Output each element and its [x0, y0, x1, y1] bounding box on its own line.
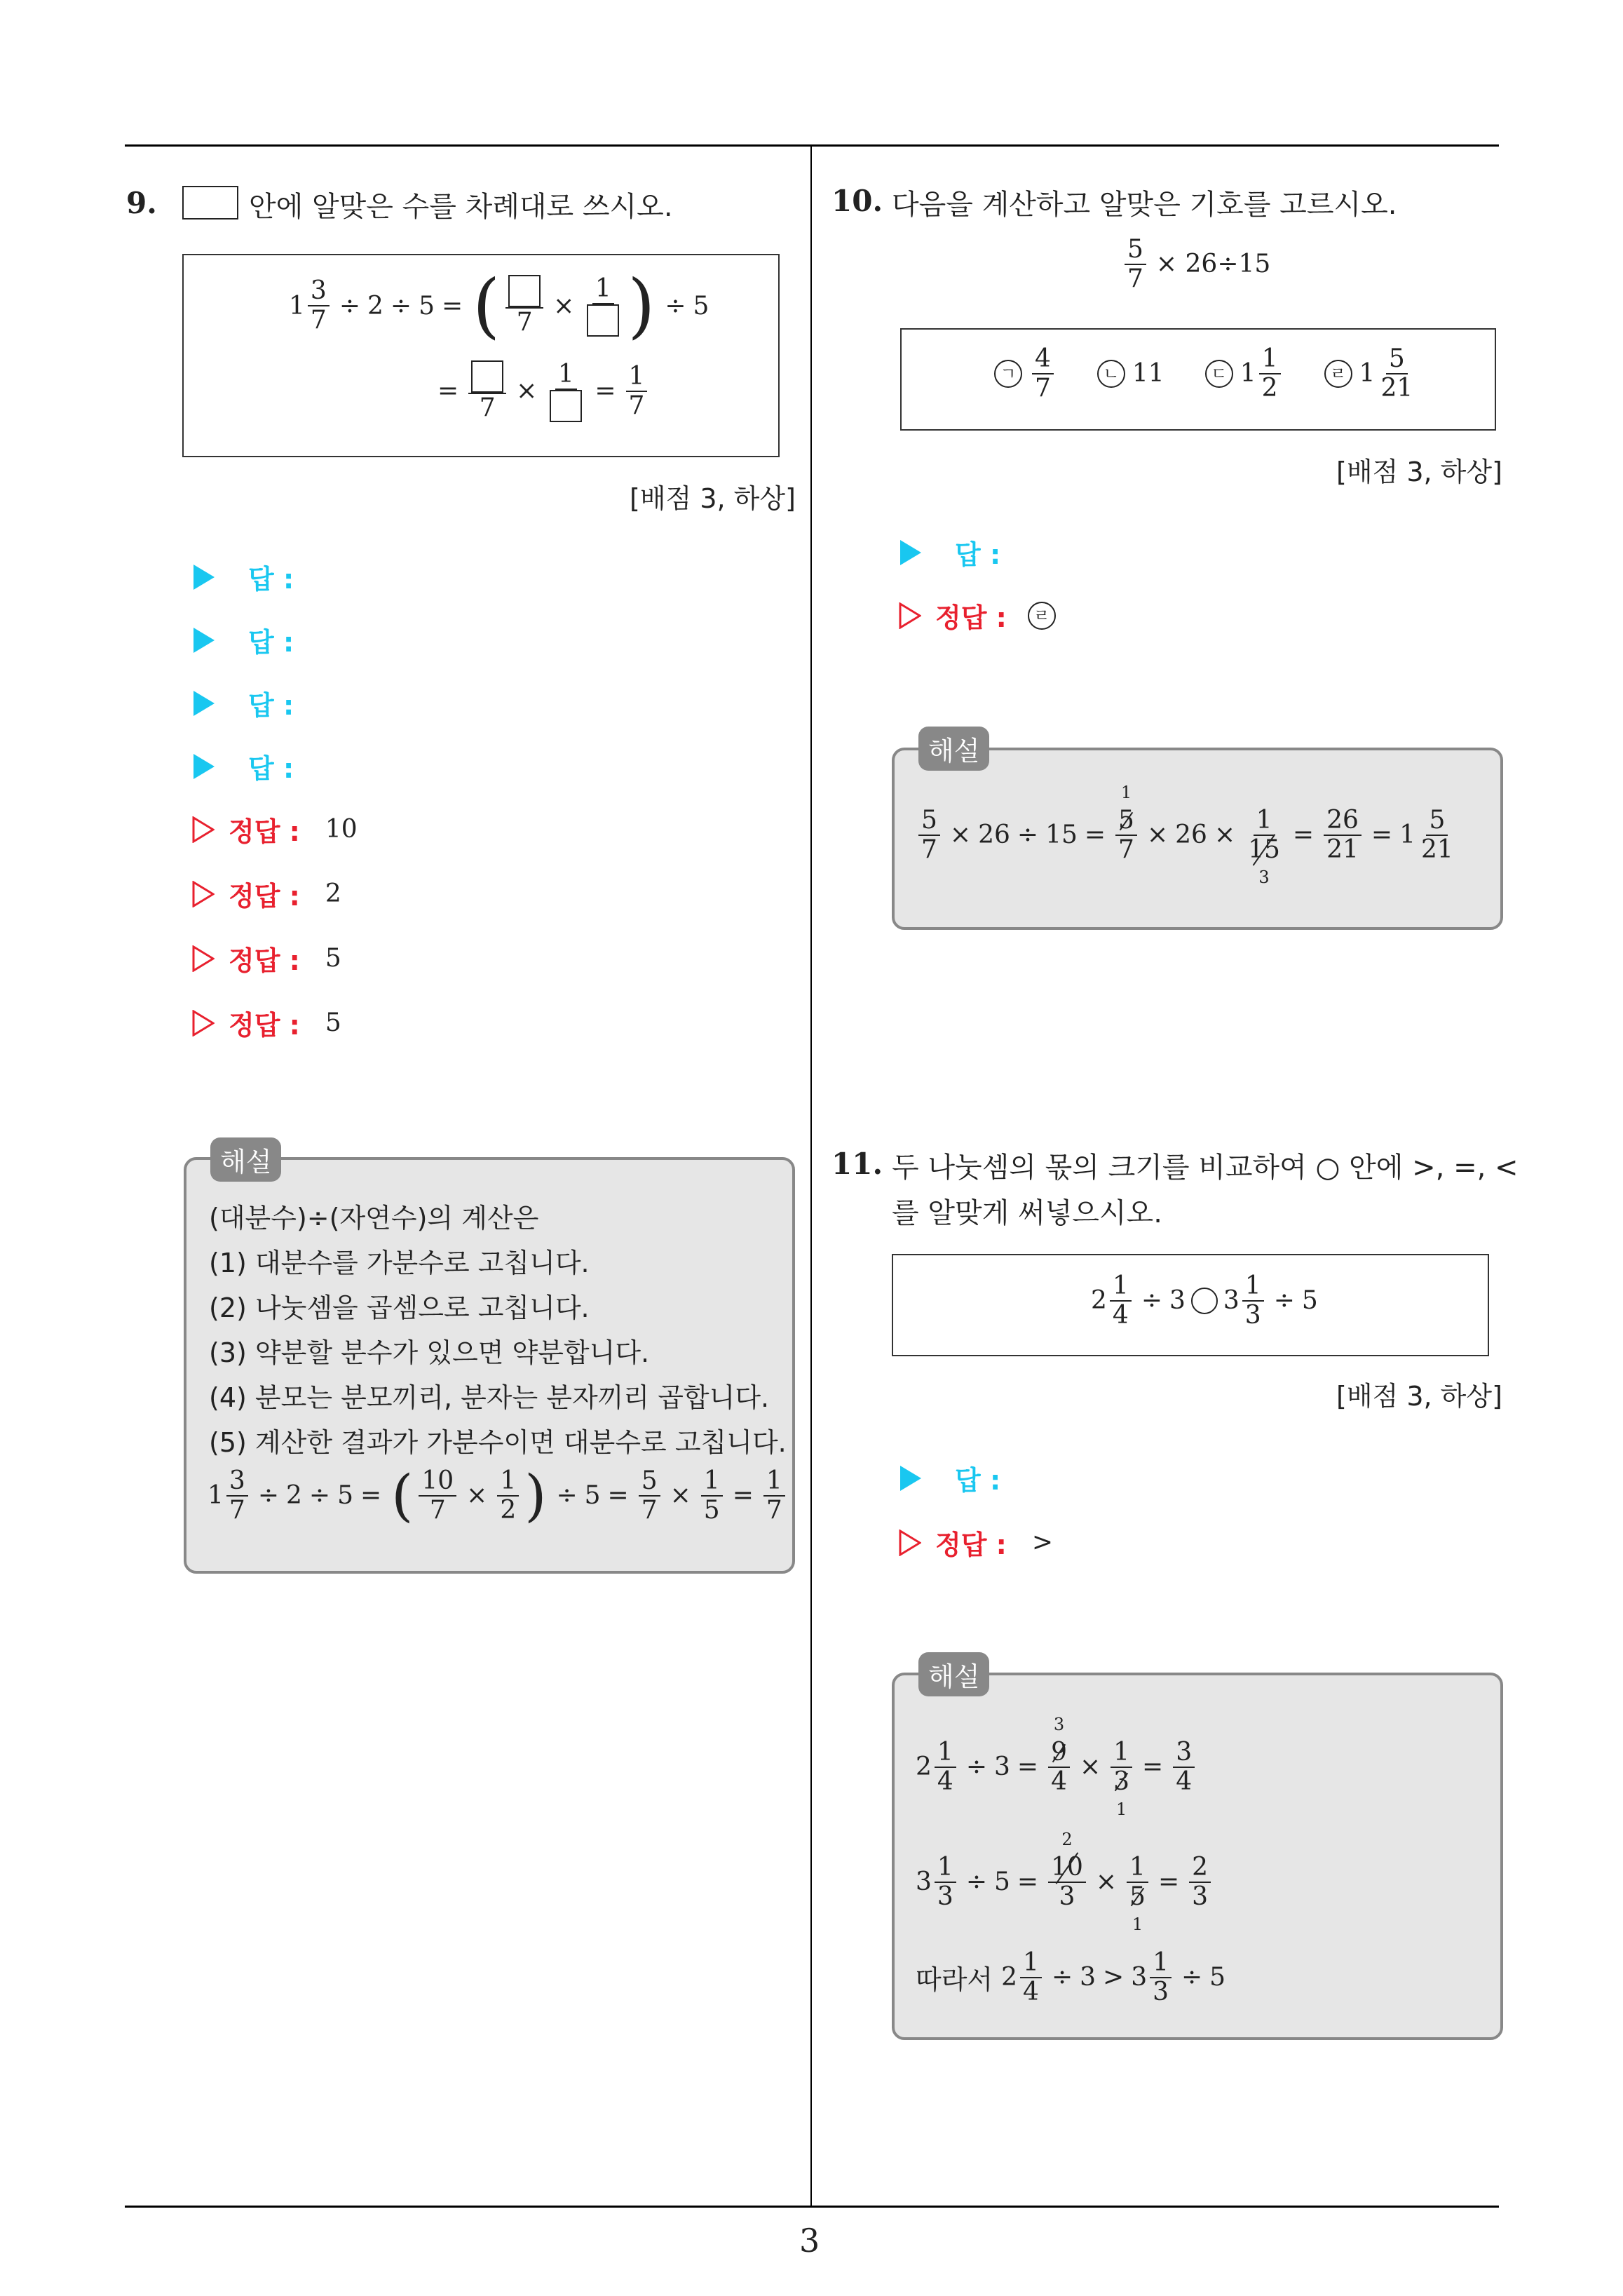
play-outline-icon [192, 816, 215, 843]
solution-line: (대분수)÷(자연수)의 계산은 [209, 1203, 539, 1234]
q11-score: [배점 3, 하상] [1336, 1381, 1502, 1412]
q10-answer-row[interactable]: 답 : [900, 533, 1000, 572]
q9-number: 9. [126, 186, 157, 220]
q10-solution-equation: $\frac{5}{7}$ × 26 ÷ 15 = 1 5 7 × 26 × 1 15 3 = $\frac{26}{21}$ = 1 $\frac{5}{21}$ [916, 806, 1459, 863]
q10-solution-box [892, 748, 1503, 930]
q9-question-text: 안에 알맞은 수를 차례대로 쓰시오. [249, 191, 673, 223]
play-icon [193, 754, 215, 779]
play-outline-icon [899, 1529, 921, 1556]
q11-correct-row: 정답 : > [899, 1523, 1053, 1562]
q10-expression: $\frac{5}{7}$ × 26÷15 [1122, 236, 1270, 292]
play-icon [193, 691, 215, 716]
q11-question-text-line1: 두 나눗셈의 몫의 크기를 비교하여 ○ 안에 >, =, < [892, 1152, 1519, 1184]
q9-answer-row-4[interactable]: 답 : [193, 747, 294, 785]
q10-options-box [900, 328, 1496, 431]
q9-answer-row-1[interactable]: 답 : [193, 558, 294, 596]
q11-solution-tab: 해설 [918, 1652, 989, 1696]
q10-options [994, 345, 1459, 402]
q9-solution-tab: 해설 [210, 1137, 281, 1182]
q9-correct-row-1: 정답 : 10 [192, 810, 358, 849]
q10-option-1[interactable]: ㄱ $\frac{4}{7}$ [994, 345, 1057, 402]
q9-equation-line1: 1 $\frac{3}{7}$ ÷ 2 ÷ 5 = ( 7 × 1 ) ÷ 5 [289, 264, 709, 346]
q10-option-4[interactable]: ㄹ 1 $\frac{5}{21}$ [1324, 345, 1419, 402]
q10-option-2[interactable]: ㄴ 11 [1097, 359, 1164, 388]
q9-correct-row-3: 정답 : 5 [192, 939, 341, 978]
page-number: 3 [799, 2222, 820, 2260]
play-outline-icon [192, 945, 215, 972]
q10-score: [배점 3, 하상] [1336, 457, 1502, 487]
q9-correct-row-4: 정답 : 5 [192, 1004, 341, 1042]
q11-expression-box [892, 1254, 1489, 1356]
q11-number: 11. [831, 1147, 883, 1181]
solution-line: (4) 분모는 분모끼리, 분자는 분자끼리 곱합니다. [209, 1382, 770, 1413]
q10-correct-row: 정답 : ㄹ [899, 596, 1063, 635]
play-icon [900, 1466, 921, 1491]
q9-equation-line2: = 7 × 1 = $\frac{1}{7}$ [430, 360, 650, 422]
q10-number: 10. [831, 184, 883, 218]
q9-answer-row-2[interactable]: 답 : [193, 621, 294, 659]
q9-solution-box [184, 1157, 795, 1574]
play-outline-icon [899, 602, 921, 629]
solution-line: (3) 약분할 분수가 있으면 약분합니다. [209, 1337, 650, 1368]
q9-correct-row-2: 정답 : 2 [192, 874, 341, 913]
q10-solution-tab: 해설 [918, 727, 989, 771]
q9-equation-box [182, 254, 780, 457]
solution-line: (5) 계산한 결과가 가분수이면 대분수로 고칩니다. [209, 1427, 787, 1458]
compare-circle-icon[interactable] [1191, 1288, 1218, 1314]
q9-answer-row-3[interactable]: 답 : [193, 684, 294, 722]
q11-solution-box [892, 1673, 1503, 2040]
q9-solution-equation: 1 $\frac{3}{7}$ ÷ 2 ÷ 5 = ( $\frac{10}{7}$ × $\frac{1}{2}$ ) ÷ 5 = $\frac{5}{7}$ × $\frac{1}{5}$ = $\frac{1}{7}$ [208, 1467, 788, 1524]
bottom-rule [125, 2206, 1499, 2208]
q10-question-text: 다음을 계산하고 알맞은 기호를 고르시오. [892, 189, 1397, 221]
q11-solution-line1: 2 $\frac{1}{4}$ ÷ 3 = 3 9 4 × 1 3 1 = $\frac{3}{4}$ [916, 1738, 1197, 1795]
q11-solution-conclusion: 따라서 2 $\frac{1}{4}$ ÷ 3 > 3 $\frac{1}{3}$ ÷ 5 [916, 1948, 1226, 2006]
top-rule [125, 144, 1499, 147]
q9-score: [배점 3, 하상] [630, 483, 796, 514]
solution-line: (1) 대분수를 가분수로 고칩니다. [209, 1248, 590, 1278]
play-icon [900, 540, 921, 565]
solution-line: (2) 나눗셈을 곱셈으로 고칩니다. [209, 1292, 590, 1323]
q11-answer-row[interactable]: 답 : [900, 1459, 1000, 1497]
play-icon [193, 565, 215, 590]
play-icon [193, 628, 215, 653]
q9-blank-box [182, 186, 238, 220]
q11-solution-line2: 3 $\frac{1}{3}$ ÷ 5 = 2 10 3 × 1 5 1 = $\frac{2}{3}$ [916, 1853, 1214, 1910]
column-divider [810, 144, 812, 2206]
play-outline-icon [192, 1010, 215, 1036]
q11-expression: 2 $\frac{1}{4}$ ÷ 3 3 $\frac{1}{3}$ ÷ 5 [1091, 1271, 1318, 1330]
q11-question-text-line2: 를 알맞게 써넣으시오. [892, 1197, 1162, 1229]
play-outline-icon [192, 881, 215, 907]
q10-option-3[interactable]: ㄷ 1 $\frac{1}{2}$ [1205, 345, 1284, 402]
